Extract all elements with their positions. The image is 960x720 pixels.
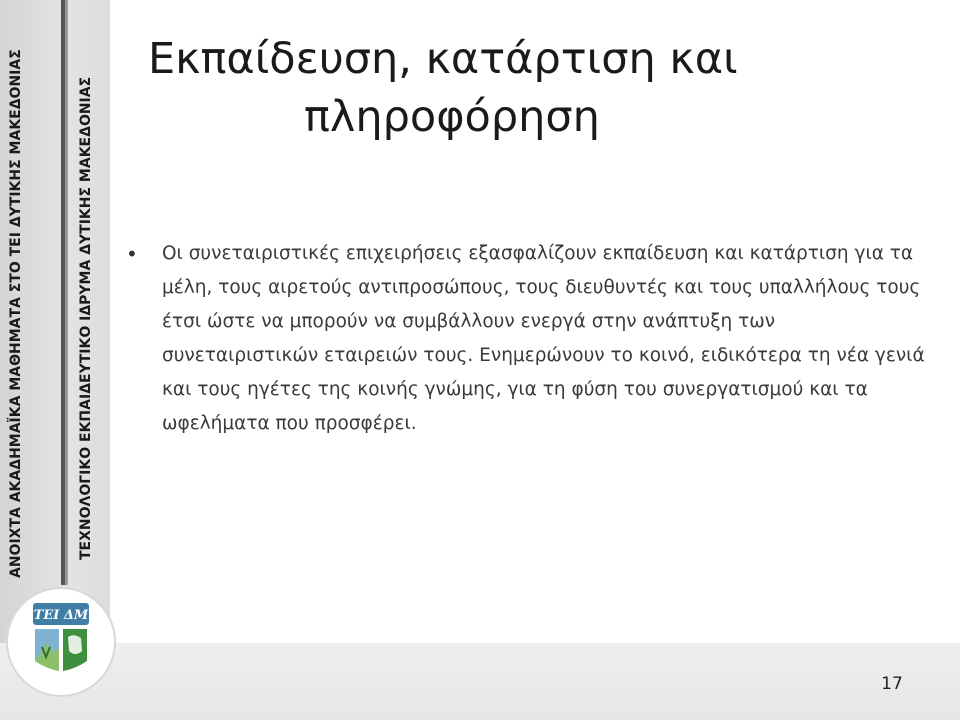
sidebar-outer-label: ΑΝΟΙΧΤΑ ΑΚΑΔΗΜΑΪΚΑ ΜΑΘΗΜΑΤΑ ΣΤΟ ΤΕΙ ΔΥΤΙΚΗΣ ΜΑΚΕΔΟΝΙΑΣ [8, 49, 24, 578]
logo-text: ΤΕΙ ΔΜ [33, 608, 89, 623]
slide-body [126, 237, 936, 441]
institution-logo [4, 585, 119, 700]
slide-title [148, 30, 888, 146]
bullet-marker: • [126, 242, 138, 266]
sidebar-inner-label: ΤΕΧΝΟΛΟΓΙΚΟ ΕΚΠΑΙΔΕΥΤΙΚΟ ΙΔΡΥΜΑ ΔΥΤΙΚΗΣ ΜΑΚΕΔΟΝΙΑΣ [78, 76, 94, 560]
page-number: 17 [881, 674, 903, 694]
sidebar-divider-shadow [65, 0, 68, 585]
bullet-paragraph: Οι συνεταιριστικές επιχειρήσεις εξασφαλίζουν εκπαίδευση και κατάρτιση για τα μέλη, τους αιρετούς αντιπροσώπους, τους διευθυντές και τους υπαλλήλους τους έτσι ώστε να μπορούν να συμβάλλουν ενεργά στην ανάπτυξη των συνεταιριστικών εταιρειών τους. Ενημερώνουν το κοινό, ειδικότερα τη νέα γενιά και τους ηγέτες της κοινής γνώμης, για τη φύση του συνεργατισμού και τα ωφελήματα που προσφέρει. [162, 243, 925, 434]
logo-emblem-icon [4, 585, 119, 700]
slide-title-line-1: Εκπαίδευση, κατάρτιση και [148, 34, 738, 84]
slide-title-line-2: πληροφόρηση [304, 92, 600, 142]
footer-bar [0, 643, 960, 720]
